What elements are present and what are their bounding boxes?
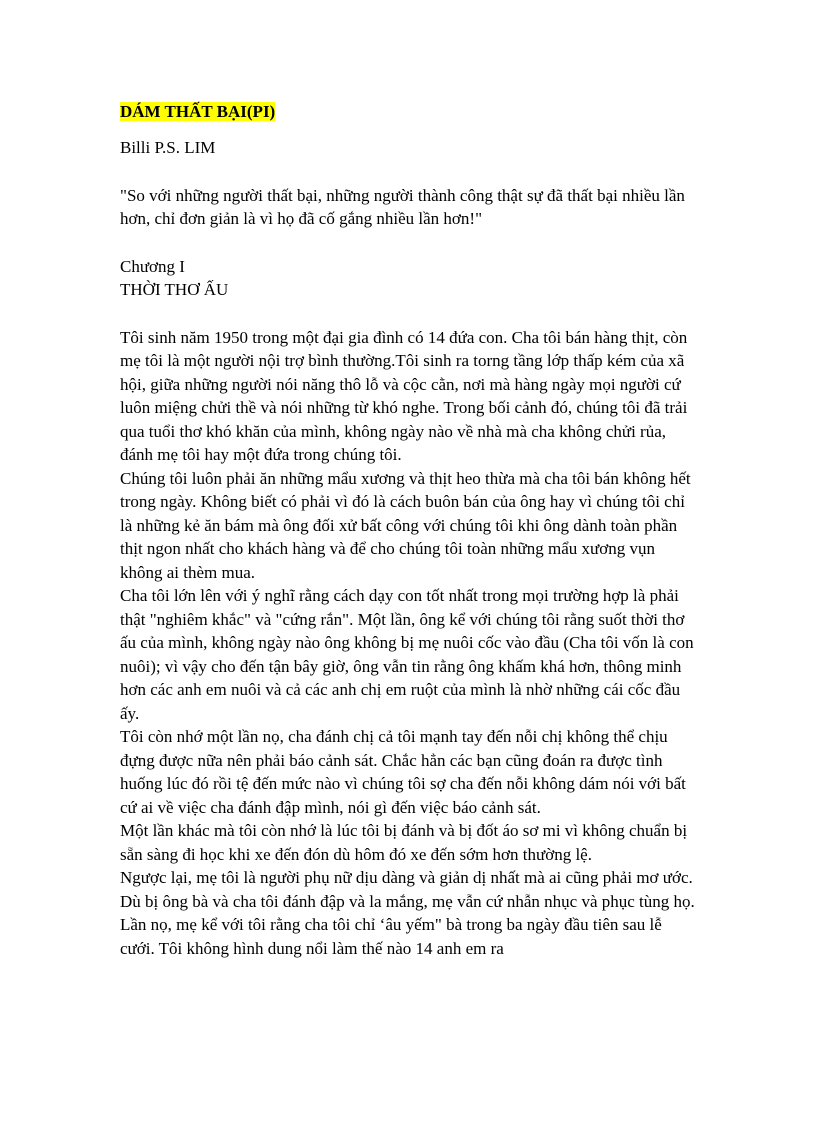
chapter-number: Chương I — [120, 256, 185, 276]
author-line: Billi P.S. LIM — [120, 138, 216, 157]
paragraph: Cha tôi lớn lên với ý nghĩ rằng cách dạy con tốt nhất trong mọi trường hợp là phải thật "nghiêm khắc" và "cứng rắn". Một lần, ông kể với chúng tôi rằng suốt thời thơ ấu của mình, không ngày nào ông không bị mẹ nuôi cốc vào đầu (Cha tôi vốn là con nuôi); vì vậy cho đến tận bây giờ, ông vẫn tin rằng ông khấm khá hơn, thông minh hơn các anh em nuôi và cả các anh chị em ruột của mình là nhờ những cái cốc đầu ấy. — [120, 586, 694, 723]
chapter-name: THỜI THƠ ẤU — [120, 280, 229, 299]
paragraph: Ngược lại, mẹ tôi là người phụ nữ dịu dàng và giản dị nhất mà ai cũng phải mơ ước. Dù bị ông bà và cha tôi đánh đập và la mắng, mẹ vẫn cứ nhẫn nhục và phục tùng họ. Lần nọ, mẹ kể với tôi rằng cha tôi chỉ ‘âu yếm" bà trong ba ngày đầu tiên sau lễ cưới. Tôi không hình dung nổi làm thế nào 14 anh em ra — [120, 868, 695, 958]
epigraph-quote: "So với những người thất bại, những người thành công thật sự đã thất bại nhiều lần hơn, chỉ đơn giản là vì họ đã cố gắng nhiều lần hơn!" — [120, 185, 685, 228]
chapter-heading — [120, 255, 700, 302]
title-block — [120, 100, 700, 124]
document-title: DÁM THẤT BẠI(PI) — [120, 102, 276, 121]
paragraph: Tôi còn nhớ một lần nọ, cha đánh chị cả tôi mạnh tay đến nỗi chị không thể chịu đựng được nữa nên phải báo cảnh sát. Chắc hẳn các bạn cũng đoán ra được tình huống lúc đó rồi tệ đến mức nào vì chúng tôi sợ cha đến nỗi không dám nói với bất cứ ai về việc cha đánh đập mình, nói gì đến việc báo cảnh sát. — [120, 727, 686, 817]
paragraph: Một lần khác mà tôi còn nhớ là lúc tôi bị đánh và bị đốt áo sơ mi vì không chuẩn bị sẵn sàng đi học khi xe đến đón dù hôm đó xe đến sớm hơn thường lệ. — [120, 821, 688, 864]
body-text — [120, 326, 700, 961]
paragraph: Chúng tôi luôn phải ăn những mẩu xương và thịt heo thừa mà cha tôi bán không hết trong ngày. Không biết có phải vì đó là cách buôn bán của ông hay vì chúng tôi chỉ là những kẻ ăn bám mà ông đối xử bất công với chúng tôi khi ông dành toàn phần thịt ngon nhất cho khách hàng và để cho chúng tôi toàn những mẩu xương vụn không ai thèm mua. — [120, 468, 691, 582]
document-page — [120, 100, 700, 960]
paragraph: Tôi sinh năm 1950 trong một đại gia đình có 14 đứa con. Cha tôi bán hàng thịt, còn mẹ tôi là một người nội trợ bình thường.Tôi sinh ra torng tầng lớp thấp kém của xã hội, giữa những người nói năng thô lỗ và cộc cằn, nơi mà hàng ngày mọi người cứ luôn miệng chửi thề và nói những từ khó nghe. Trong bối cảnh đó, chúng tôi đã trải qua tuổi thơ khó khăn của mình, không ngày nào về nhà mà cha không chửi rủa, đánh mẹ tôi hay một đứa trong chúng tôi. — [120, 327, 688, 464]
